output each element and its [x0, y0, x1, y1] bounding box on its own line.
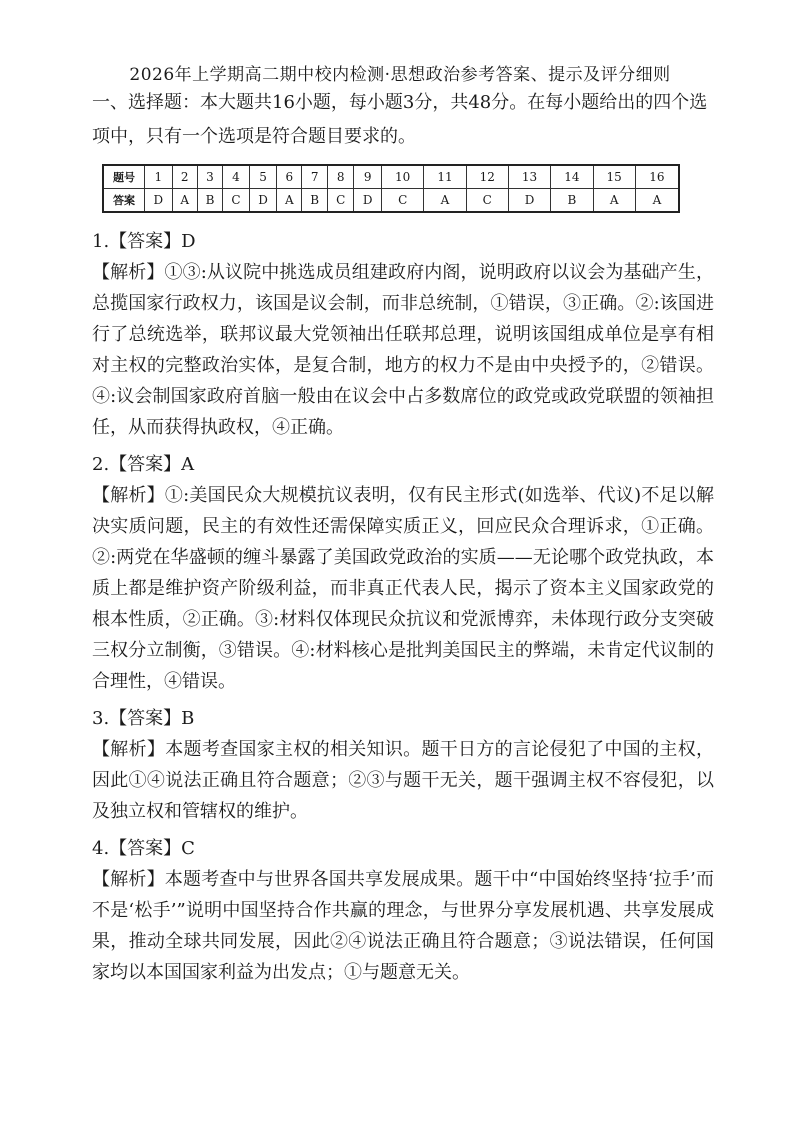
question-number-cell: 9: [354, 165, 382, 189]
answer-cell: A: [277, 189, 302, 213]
answer-cell: C: [327, 189, 353, 213]
answer-cell: D: [249, 189, 277, 213]
number-row-label: 题号: [103, 165, 145, 189]
question-answer-heading: 4.【答案】C: [92, 838, 195, 859]
answer-cell: D: [145, 189, 173, 213]
answer-cell: C: [382, 189, 424, 213]
question-number-cell: 11: [424, 165, 466, 189]
question-analysis: 【解析】①:美国民众大规模抗议表明，仅有民主形式(如选举、代议)不足以解决实质问题，民主的有效性还需保障实质正义，回应民众合理诉求，①正确。②:两党在华盛顿的缠斗暴露了美国政党政治的实质——无论哪个政党执政，本质上都是维护资产阶级利益，而非真正代表人民，揭示了资本主义国家政党的根本性质，②正确。③:材料仅体现民众抗议和党派博弈，未体现行政分支突破三权分立制衡，③错误。④:材料核心是批判美国民主的弊端，未肯定代议制的合理性，④错误。: [92, 485, 714, 692]
question-number-cell: 14: [551, 165, 593, 189]
question-number-cell: 12: [466, 165, 508, 189]
answer-cell: D: [354, 189, 382, 213]
question-number-cell: 13: [508, 165, 550, 189]
question-number-cell: 5: [249, 165, 277, 189]
question-answer-heading: 1.【答案】D: [92, 231, 196, 252]
answer-table-answer-row: [103, 189, 679, 213]
question-block-3: [92, 703, 714, 827]
answer-cell: B: [551, 189, 593, 213]
question-number-cell: 8: [327, 165, 353, 189]
answer-cell: A: [172, 189, 197, 213]
document-title: 2026年上学期高二期中校内检测·思想政治参考答案、提示及评分细则: [129, 65, 671, 85]
answer-explanations: [92, 226, 714, 994]
answer-table-number-row: [103, 165, 679, 189]
answer-cell: C: [223, 189, 249, 213]
answer-cell: C: [466, 189, 508, 213]
question-block-2: [92, 449, 714, 697]
question-analysis: 【解析】本题考查中与世界各国共享发展成果。题干中“中国始终坚持‘拉手’而不是‘松手’”说明中国坚持合作共赢的理念，与世界分享发展机遇、共享发展成果，推动全球共同发展，因此②④说法正确且符合题意；③说法错误，任何国家均以本国国家利益为出发点；①与题意无关。: [92, 869, 714, 983]
answer-cell: B: [302, 189, 328, 213]
question-number-cell: 6: [277, 165, 302, 189]
question-number-cell: 16: [635, 165, 679, 189]
answer-cell: A: [635, 189, 679, 213]
question-answer-heading: 2.【答案】A: [92, 454, 195, 475]
answer-cell: B: [197, 189, 223, 213]
question-answer-heading: 3.【答案】B: [92, 708, 195, 729]
question-number-cell: 15: [593, 165, 635, 189]
question-number-cell: 1: [145, 165, 173, 189]
question-number-cell: 7: [302, 165, 328, 189]
answer-table: [102, 164, 680, 213]
question-number-cell: 4: [223, 165, 249, 189]
answer-cell: A: [424, 189, 466, 213]
question-number-cell: 10: [382, 165, 424, 189]
answer-row-label: 答案: [103, 189, 145, 213]
section-heading: 一、选择题：本大题共16小题，每小题3分，共48分。在每小题给出的四个选项中，只有一个选项是符合题目要求的。: [92, 92, 708, 147]
question-number-cell: 3: [197, 165, 223, 189]
question-block-4: [92, 833, 714, 988]
answer-cell: A: [593, 189, 635, 213]
question-block-1: [92, 226, 714, 443]
question-number-cell: 2: [172, 165, 197, 189]
question-analysis: 【解析】①③:从议院中挑选成员组建政府内阁，说明政府以议会为基础产生，总揽国家行政权力，该国是议会制，而非总统制，①错误，③正确。②:该国进行了总统选举，联邦议最大党领袖出任联邦总理，说明该国组成单位是享有相对主权的完整政治实体，是复合制，地方的权力不是由中央授予的，②错误。④:议会制国家政府首脑一般由在议会中占多数席位的政党或政党联盟的领袖担任，从而获得执政权，④正确。: [92, 262, 714, 438]
answer-cell: D: [508, 189, 550, 213]
question-analysis: 【解析】本题考查国家主权的相关知识。题干日方的言论侵犯了中国的主权，因此①④说法正确且符合题意；②③与题干无关，题干强调主权不容侵犯，以及独立权和管辖权的维护。: [92, 739, 714, 822]
